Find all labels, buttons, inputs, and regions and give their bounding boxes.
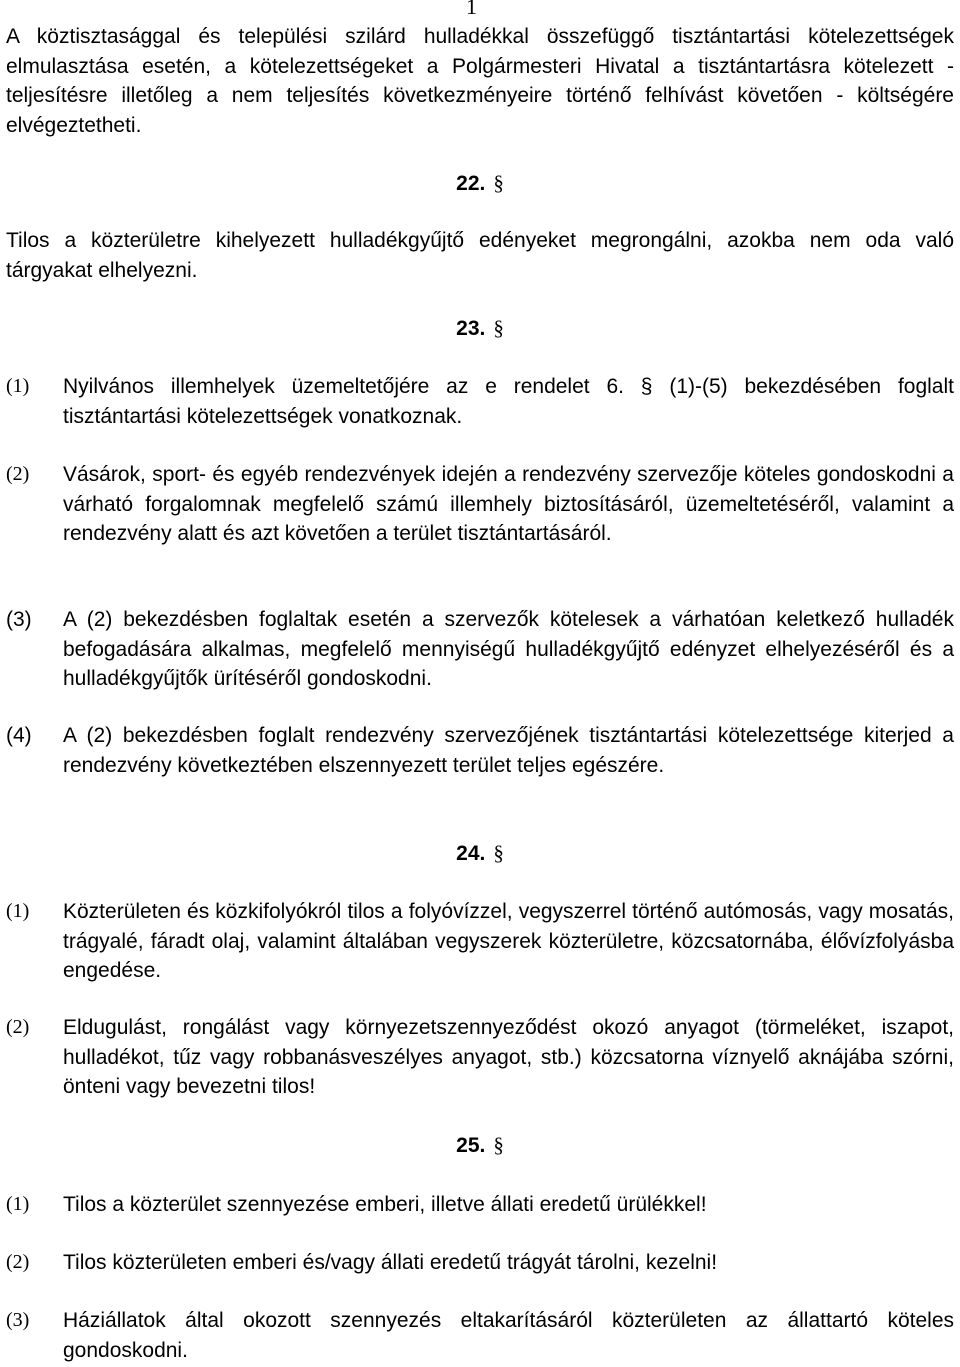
- item-text: Háziállatok által okozott szennyezés eltakarításáról közterületen az állattartó köteles gondoskodni.: [63, 1309, 954, 1362]
- item-marker: (1): [6, 1193, 30, 1215]
- section-23-item-4: [6, 721, 954, 780]
- item-text: Eldugulást, rongálást vagy környezetszennyeződést okozó anyagot (törmeléket, iszapot, hulladékot, tűz vagy robbanásveszélyes anyagot, stb.) közcsatorna víznyelő aknájába szórni, önteni vagy bevezetni tilos!: [63, 1016, 954, 1098]
- section-symbol: §: [493, 171, 504, 195]
- item-marker: (4): [6, 724, 32, 747]
- section-number: 23.: [456, 317, 486, 340]
- item-text: Tilos a közterület szennyezése emberi, illetve állati eredetű ürülékkel!: [63, 1193, 707, 1216]
- item-marker: (2): [6, 463, 30, 485]
- section-heading-24: [0, 839, 960, 868]
- item-marker: (3): [6, 608, 32, 631]
- section-number: 25.: [456, 1134, 486, 1157]
- section-23-item-3: [6, 605, 954, 694]
- section-24-item-1: [6, 897, 954, 986]
- item-text: A (2) bekezdésben foglaltak esetén a szervezők kötelesek a várhatóan keletkező hulladék befogadására alkalmas, megfelelő mennyiségű hulladékgyűjtő edényzet elhelyezéséről és a hulladékgyűjtők ürítéséről gondoskodni.: [63, 608, 954, 690]
- section-22-paragraph: Tilos a közterületre kihelyezett hulladékgyűjtő edényeket megrongálni, azokba nem oda való tárgyakat elhelyezni.: [6, 229, 954, 282]
- section-number: 24.: [456, 842, 486, 865]
- item-marker: (3): [6, 1309, 30, 1331]
- item-text: Vásárok, sport- és egyéb rendezvények idején a rendezvény szervezője köteles gondoskodni a várható forgalomnak megfelelő számú illemhely biztosításáról, üzemeltetéséről, valamint a rendezvény alatt és azt követően a terület tisztántartásáról.: [63, 463, 954, 545]
- section-symbol: §: [493, 316, 504, 340]
- section-25-item-1: [6, 1190, 954, 1220]
- section-25-item-3: [6, 1306, 954, 1365]
- section-heading-23: [0, 314, 960, 343]
- intro-paragraph: A köztisztasággal és települési szilárd hulladékkal összefüggő tisztántartási kötelezettségek elmulasztása esetén, a kötelezettségeket a Polgármesteri Hivatal a tisztántartásra kötelezett - teljesítésre illetőleg a nem teljesítés következményeire történő felhívást követően - költségére elvégeztetheti.: [6, 25, 954, 137]
- item-marker: (2): [6, 1016, 30, 1038]
- item-text: A (2) bekezdésben foglalt rendezvény szervezőjének tisztántartási kötelezettsége kiterjed a rendezvény következtében elszennyezett terület teljes egészére.: [63, 724, 954, 777]
- page-number: 1: [466, 0, 477, 19]
- section-25-item-2: [6, 1248, 954, 1278]
- item-text: Közterületen és közkifolyókról tilos a folyóvízzel, vegyszerrel történő autómosás, vagy mosatás, trágyalé, fáradt olaj, valamint általában vegyszerek közterületre, közcsatornába, élővízfolyásba engedése.: [63, 900, 954, 982]
- item-text: Nyilvános illemhelyek üzemeltetőjére az e rendelet 6. § (1)-(5) bekezdésében foglalt tisztántartási kötelezettségek vonatkoznak.: [63, 375, 954, 428]
- section-23-item-1: [6, 372, 954, 431]
- section-23-item-2: [6, 460, 954, 549]
- section-24-item-2: [6, 1013, 954, 1102]
- item-marker: (2): [6, 1251, 30, 1273]
- section-symbol: §: [493, 841, 504, 865]
- section-number: 22.: [456, 172, 486, 195]
- item-text: Tilos közterületen emberi és/vagy állati eredetű trágyát tárolni, kezelni!: [63, 1251, 718, 1274]
- section-heading-25: [0, 1131, 960, 1160]
- section-symbol: §: [493, 1133, 504, 1157]
- item-marker: (1): [6, 375, 30, 397]
- section-heading-22: [0, 169, 960, 198]
- item-marker: (1): [6, 900, 30, 922]
